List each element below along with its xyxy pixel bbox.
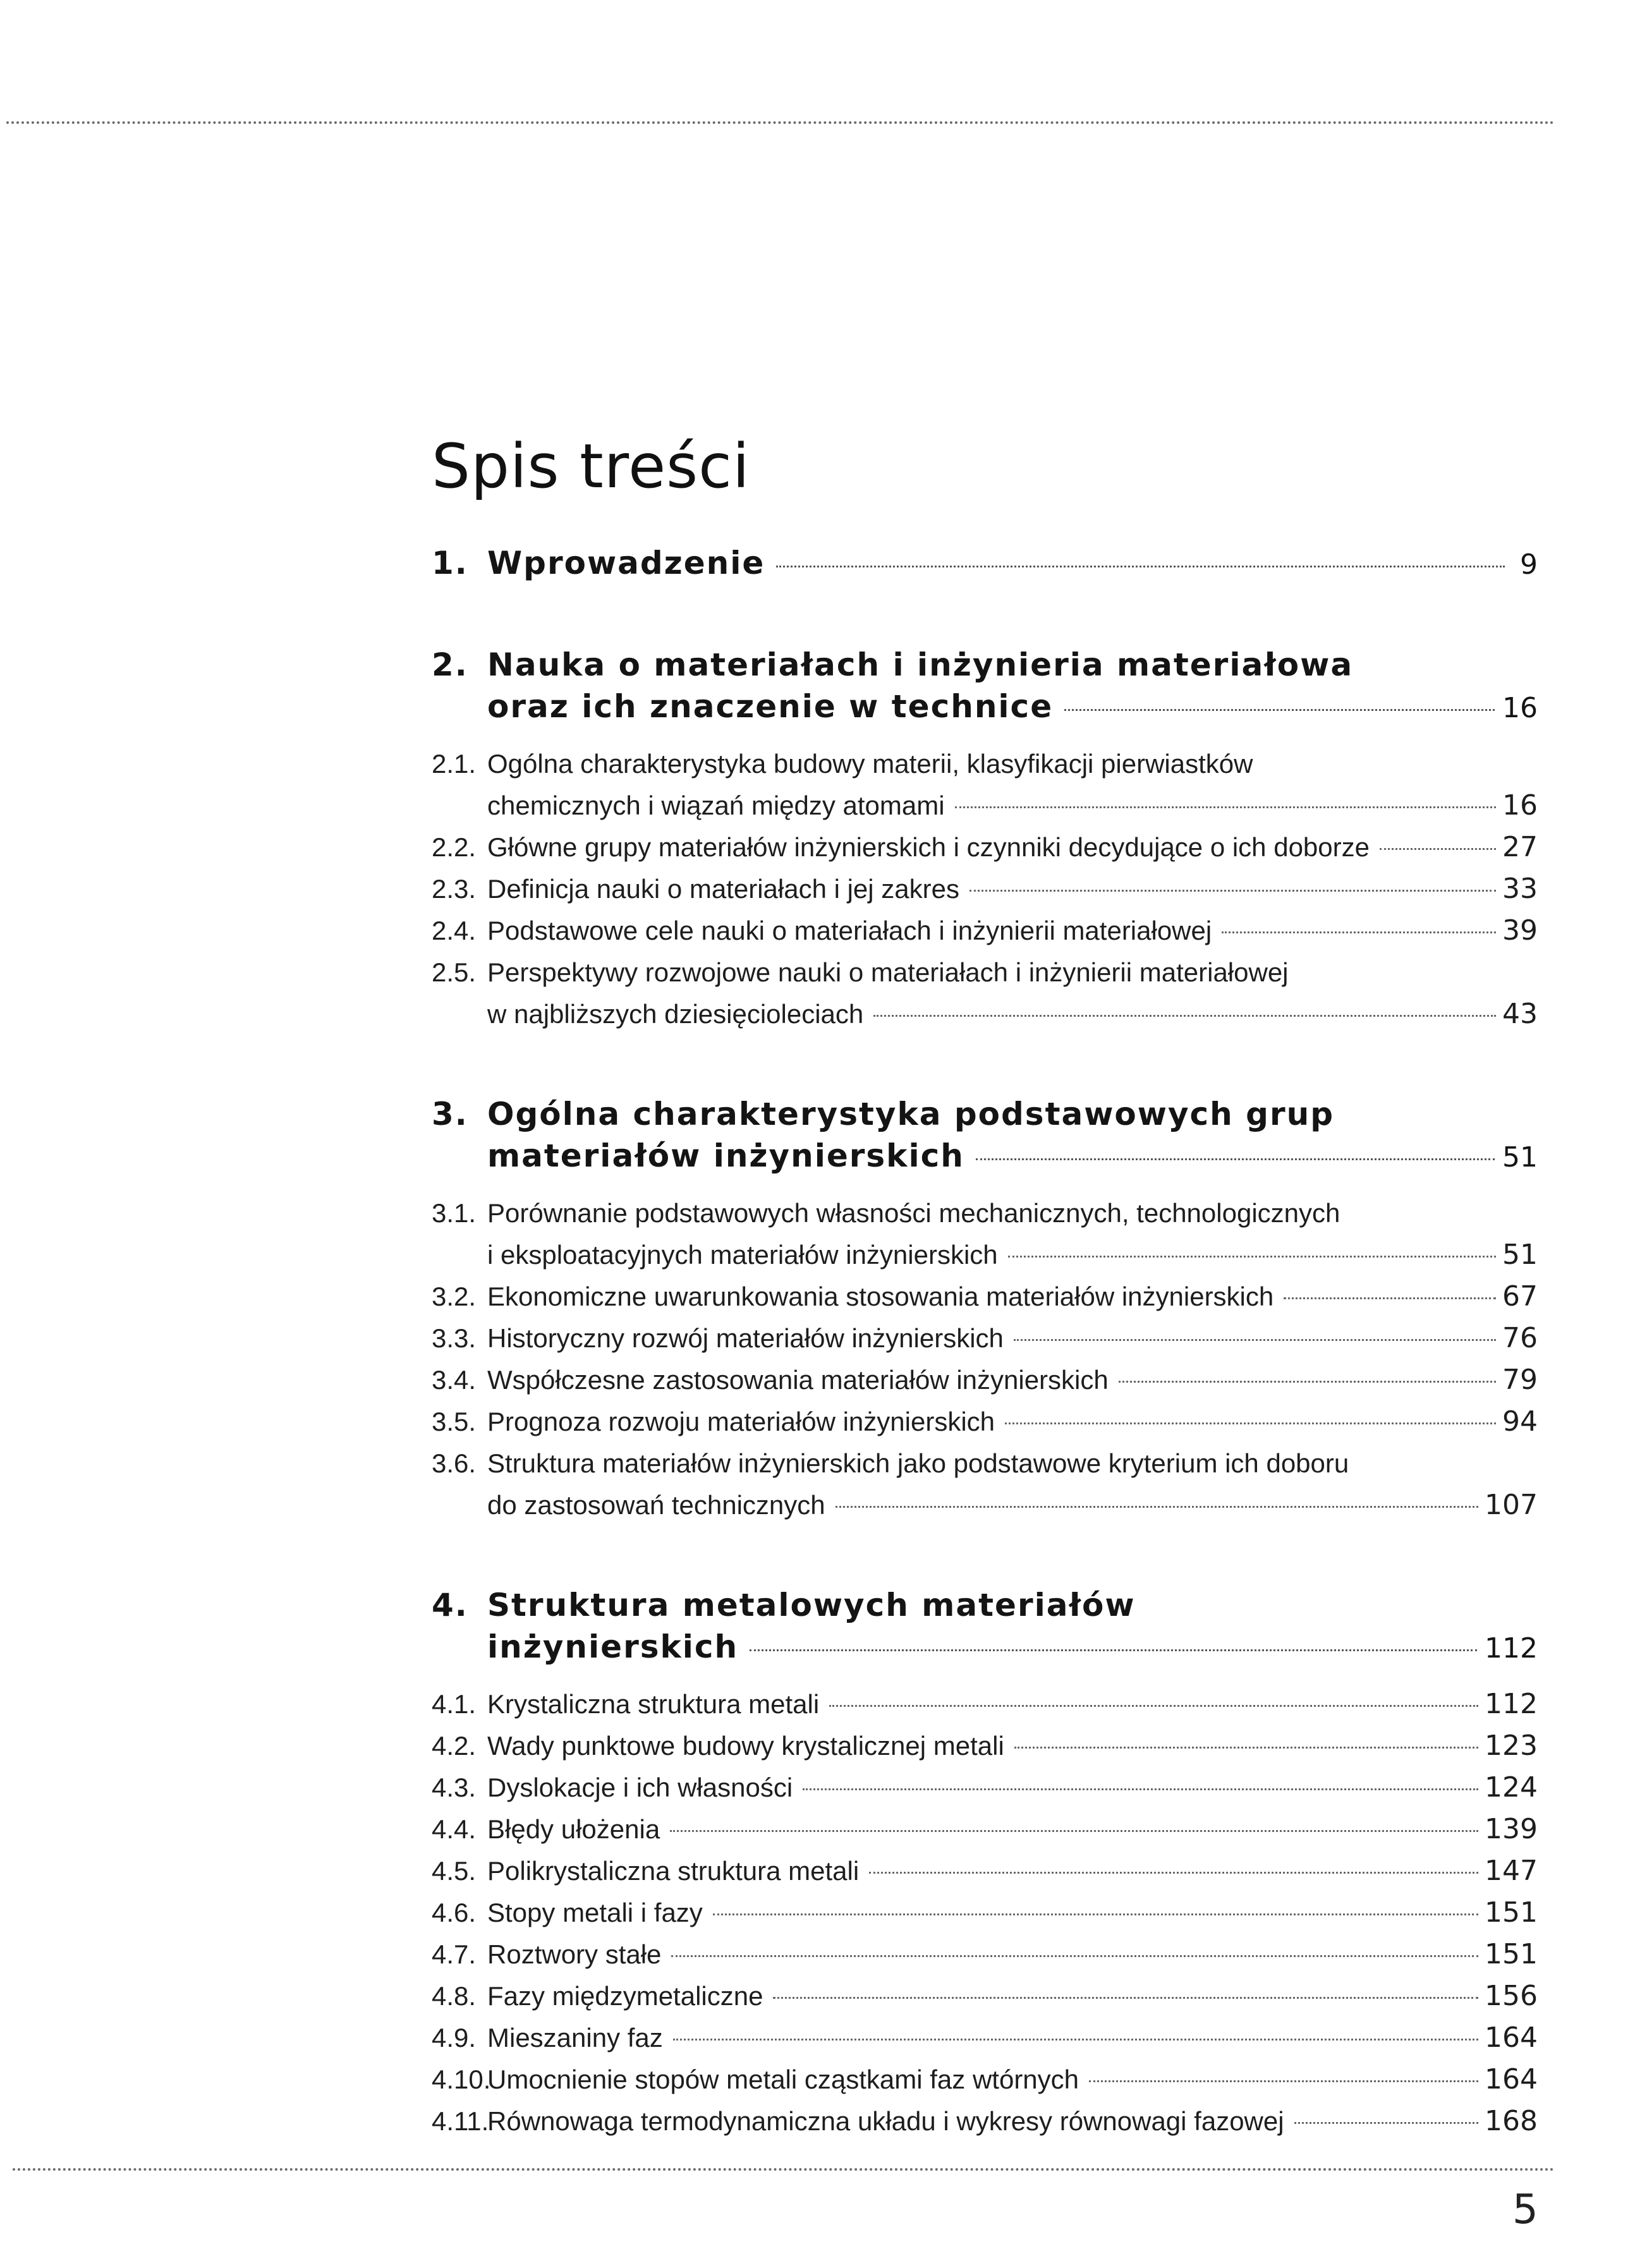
- section-title: [487, 1850, 1538, 1892]
- section-title: [487, 910, 1538, 952]
- section-title: [487, 952, 1538, 1035]
- chapter-number: 3.: [432, 1096, 468, 1132]
- section-title-line: [487, 1892, 1538, 1934]
- section-number: 3.5.: [432, 1407, 477, 1436]
- section-title: [487, 1975, 1538, 2017]
- section-page-number: 79: [1502, 1364, 1538, 1396]
- chapter-heading[interactable]: [432, 542, 1538, 586]
- chapter-number: 2.: [432, 646, 468, 683]
- chapter-page-number: 112: [1485, 1632, 1538, 1665]
- section-number: 3.1.: [432, 1198, 477, 1228]
- chapter-list: [432, 542, 1538, 2142]
- section-title-text: Perspektywy rozwojowe nauki o materiałach i inżynierii materiałowej: [487, 957, 1289, 987]
- toc-section-entry[interactable]: [432, 1892, 1538, 1934]
- section-title-line: [487, 910, 1538, 952]
- chapter-title: [487, 1093, 1538, 1179]
- toc-section-entry[interactable]: [432, 1318, 1538, 1359]
- section-title: [487, 827, 1538, 868]
- section-page-number: 123: [1485, 1730, 1538, 1762]
- section-title-text: Historyczny rozwój materiałów inżynierskich: [487, 1323, 1004, 1353]
- toc-section-entry[interactable]: [432, 1725, 1538, 1767]
- toc-section-entry[interactable]: [432, 1767, 1538, 1809]
- section-number: 4.4.: [432, 1814, 477, 1844]
- dot-leader: [773, 1997, 1478, 1999]
- toc-section-entry[interactable]: [432, 1276, 1538, 1318]
- chapter-title-text: Struktura metalowych materiałów: [487, 1587, 1136, 1623]
- section-number: 2.3.: [432, 874, 477, 904]
- chapter-title-line: [487, 1626, 1538, 1670]
- section-number: 4.9.: [432, 2023, 477, 2053]
- section-title-text: w najbliższych dziesięcioleciach: [487, 999, 864, 1029]
- section-page-number: 76: [1502, 1322, 1538, 1354]
- toc-section-entry[interactable]: [432, 1443, 1538, 1526]
- dot-leader: [750, 1649, 1477, 1651]
- toc-section-entry[interactable]: [432, 1934, 1538, 1975]
- section-title-line: [487, 2059, 1538, 2101]
- section-number: 3.3.: [432, 1323, 477, 1353]
- chapter-title: [487, 644, 1538, 729]
- section-number: 2.4.: [432, 916, 477, 945]
- dot-leader: [1294, 2122, 1478, 2124]
- section-title: [487, 1276, 1538, 1318]
- section-title-text: Mieszaniny faz: [487, 2023, 663, 2053]
- section-number: 2.5.: [432, 957, 477, 987]
- dot-leader: [869, 1872, 1478, 1874]
- section-title-text: Równowaga termodynamiczna układu i wykresy równowagi fazowej: [487, 2106, 1284, 2136]
- dot-leader: [1005, 1422, 1496, 1424]
- chapter-title-line: [487, 644, 1538, 686]
- section-number: 4.1.: [432, 1689, 477, 1719]
- section-page-number: 156: [1485, 1980, 1538, 2012]
- dot-leader: [873, 1015, 1496, 1017]
- dot-leader: [673, 2039, 1478, 2041]
- section-title-line: [487, 1234, 1538, 1276]
- chapter-title-line: [487, 686, 1538, 729]
- dot-leader: [1014, 1339, 1496, 1341]
- chapter-title-text: materiałów inżynierskich: [487, 1137, 964, 1174]
- section-page-number: 94: [1502, 1405, 1538, 1438]
- section-page-number: 27: [1502, 831, 1538, 863]
- section-title-text: Umocnienie stopów metali cząstkami faz wtórnych: [487, 2065, 1079, 2094]
- section-title-text: Struktura materiałów inżynierskich jako podstawowe kryterium ich doboru: [487, 1448, 1349, 1478]
- toc-section-entry[interactable]: [432, 2101, 1538, 2142]
- section-page-number: 16: [1502, 789, 1538, 822]
- toc-section-entry[interactable]: [432, 910, 1538, 952]
- section-title: [487, 868, 1538, 910]
- section-title-text: Główne grupy materiałów inżynierskich i czynniki decydujące o ich doborze: [487, 832, 1370, 862]
- section-title-text: chemicznych i wiązań między atomami: [487, 791, 945, 820]
- section-title-line: [487, 1850, 1538, 1892]
- section-title-line: [487, 1192, 1538, 1234]
- section-title: [487, 1934, 1538, 1975]
- dot-leader: [1014, 1747, 1478, 1749]
- section-title-line: [487, 785, 1538, 827]
- section-page-number: 164: [1485, 2063, 1538, 2095]
- chapter: [432, 1584, 1538, 2142]
- section-page-number: 151: [1485, 1938, 1538, 1970]
- section-title: [487, 743, 1538, 827]
- toc-section-entry[interactable]: [432, 827, 1538, 868]
- section-title: [487, 1192, 1538, 1276]
- chapter-page-number: 51: [1502, 1141, 1538, 1173]
- section-title-text: Prognoza rozwoju materiałów inżynierskich: [487, 1407, 995, 1436]
- section-number: 4.11.: [432, 2106, 489, 2136]
- section-page-number: 67: [1502, 1280, 1538, 1313]
- dot-leader: [829, 1705, 1478, 1707]
- dot-leader: [713, 1913, 1478, 1915]
- section-title: [487, 1318, 1538, 1359]
- table-of-contents: [432, 431, 1538, 2200]
- chapter-title-text: Ogólna charakterystyka podstawowych grup: [487, 1096, 1335, 1132]
- section-title-text: Stopy metali i fazy: [487, 1898, 703, 1927]
- section-title: [487, 1767, 1538, 1809]
- section-title-line: [487, 1401, 1538, 1443]
- section-number: 3.4.: [432, 1365, 477, 1395]
- chapter-heading[interactable]: [432, 644, 1538, 729]
- dot-leader: [1222, 931, 1496, 933]
- chapter-title-line: [487, 1135, 1538, 1179]
- toc-section-entry[interactable]: [432, 952, 1538, 1035]
- chapter: [432, 644, 1538, 1035]
- section-title-line: [487, 868, 1538, 910]
- dot-leader: [976, 1158, 1495, 1160]
- toc-section-entry[interactable]: [432, 1850, 1538, 1892]
- chapter-title: [487, 542, 1538, 586]
- section-title-line: [487, 993, 1538, 1035]
- section-number: 3.2.: [432, 1282, 477, 1311]
- section-page-number: 33: [1502, 873, 1538, 905]
- section-title-line: [487, 1934, 1538, 1975]
- bottom-dotted-rule: [13, 2168, 1555, 2171]
- toc-section-entry[interactable]: [432, 2017, 1538, 2059]
- chapter-page-number: 9: [1520, 549, 1538, 581]
- section-page-number: 43: [1502, 998, 1538, 1030]
- dot-leader: [1064, 709, 1495, 711]
- section-title-line: [487, 2017, 1538, 2059]
- section-number: 4.2.: [432, 1731, 477, 1761]
- dot-leader: [803, 1788, 1478, 1790]
- chapter-number: 1.: [432, 545, 468, 581]
- section-title-line: [487, 827, 1538, 868]
- section-title-text: Ekonomiczne uwarunkowania stosowania materiałów inżynierskich: [487, 1282, 1274, 1311]
- chapter-title-line: [487, 1584, 1538, 1626]
- section-title-line: [487, 1359, 1538, 1401]
- section-title-text: Ogólna charakterystyka budowy materii, klasyfikacji pierwiastków: [487, 749, 1253, 779]
- section-title-line: [487, 1484, 1538, 1526]
- toc-section-entry[interactable]: [432, 743, 1538, 827]
- section-page-number: 112: [1485, 1688, 1538, 1720]
- section-title-text: i eksploatacyjnych materiałów inżynierskich: [487, 1240, 998, 1270]
- toc-section-entry[interactable]: [432, 2059, 1538, 2101]
- chapter-heading[interactable]: [432, 1093, 1538, 1179]
- chapter-title-line: [487, 542, 1538, 586]
- chapter-title-line: [487, 1093, 1538, 1135]
- section-title-line: [487, 952, 1538, 993]
- section-title-text: Błędy ułożenia: [487, 1814, 660, 1844]
- section-page-number: 139: [1485, 1813, 1538, 1845]
- toc-section-entry[interactable]: [432, 868, 1538, 910]
- dot-leader: [1008, 1256, 1496, 1258]
- section-page-number: 151: [1485, 1896, 1538, 1929]
- section-number: 4.5.: [432, 1856, 477, 1886]
- section-number: 4.10.: [432, 2065, 491, 2094]
- dot-leader: [1119, 1381, 1496, 1383]
- section-number: 4.7.: [432, 1939, 477, 1969]
- section-title-line: [487, 1276, 1538, 1318]
- section-page-number: 164: [1485, 2022, 1538, 2054]
- section-title-line: [487, 1725, 1538, 1767]
- section-title-line: [487, 1683, 1538, 1725]
- chapter-title-text: Nauka o materiałach i inżynieria materiałowa: [487, 646, 1354, 683]
- chapter-page-number: 16: [1502, 692, 1538, 724]
- section-title: [487, 1443, 1538, 1526]
- section-title-text: Polikrystaliczna struktura metali: [487, 1856, 860, 1886]
- section-title-text: Krystaliczna struktura metali: [487, 1689, 820, 1719]
- top-dotted-rule: [6, 121, 1555, 124]
- toc-section-entry[interactable]: [432, 1192, 1538, 1276]
- section-title-line: [487, 1443, 1538, 1484]
- chapter-title-text: inżynierskich: [487, 1628, 739, 1665]
- section-page-number: 147: [1485, 1855, 1538, 1887]
- section-title-line: [487, 743, 1538, 785]
- section-page-number: 124: [1485, 1771, 1538, 1804]
- section-title: [487, 1359, 1538, 1401]
- page-title: Spis treści: [432, 431, 750, 502]
- chapter: [432, 1093, 1538, 1526]
- section-title-line: [487, 1809, 1538, 1850]
- dot-leader: [836, 1506, 1478, 1508]
- section-title: [487, 2101, 1538, 2142]
- toc-section-entry[interactable]: [432, 1809, 1538, 1850]
- section-number: 3.6.: [432, 1448, 477, 1478]
- section-title: [487, 1892, 1538, 1934]
- toc-section-entry[interactable]: [432, 1401, 1538, 1443]
- dot-leader: [776, 566, 1505, 567]
- section-page-number: 51: [1502, 1239, 1538, 1271]
- section-title-text: Wady punktowe budowy krystalicznej metali: [487, 1731, 1004, 1761]
- chapter-title-text: oraz ich znaczenie w technice: [487, 688, 1054, 725]
- section-title-text: Współczesne zastosowania materiałów inżynierskich: [487, 1365, 1109, 1395]
- section-title: [487, 2059, 1538, 2101]
- section-page-number: 168: [1485, 2105, 1538, 2137]
- section-title: [487, 1401, 1538, 1443]
- dot-leader: [969, 890, 1496, 892]
- section-page-number: 39: [1502, 914, 1538, 947]
- section-page-number: 107: [1485, 1489, 1538, 1521]
- section-number: 4.3.: [432, 1773, 477, 1802]
- dot-leader: [1284, 1297, 1496, 1299]
- page-number: 5: [1512, 2186, 1538, 2233]
- section-title-line: [487, 1975, 1538, 2017]
- section-title-text: Definicja nauki o materiałach i jej zakres: [487, 874, 959, 904]
- dot-leader: [1380, 848, 1496, 850]
- dot-leader: [670, 1830, 1478, 1832]
- section-title-text: do zastosowań technicznych: [487, 1490, 825, 1520]
- toc-section-entry[interactable]: [432, 1683, 1538, 1725]
- section-title-text: Dyslokacje i ich własności: [487, 1773, 793, 1802]
- section-title: [487, 2017, 1538, 2059]
- section-title: [487, 1683, 1538, 1725]
- section-number: 4.6.: [432, 1898, 477, 1927]
- section-title-line: [487, 1318, 1538, 1359]
- section-number: 2.2.: [432, 832, 477, 862]
- dot-leader: [955, 806, 1496, 808]
- section-number: 4.8.: [432, 1981, 477, 2011]
- chapter-number: 4.: [432, 1587, 468, 1623]
- toc-section-entry[interactable]: [432, 1359, 1538, 1401]
- chapter-title: [487, 1584, 1538, 1670]
- dot-leader: [1089, 2080, 1478, 2082]
- section-title-line: [487, 2101, 1538, 2142]
- toc-section-entry[interactable]: [432, 1975, 1538, 2017]
- dot-leader: [671, 1955, 1478, 1957]
- section-title-text: Roztwory stałe: [487, 1939, 662, 1969]
- chapter-heading[interactable]: [432, 1584, 1538, 1670]
- chapter-title-text: Wprowadzenie: [487, 545, 765, 581]
- section-title: [487, 1725, 1538, 1767]
- section-title-text: Fazy międzymetaliczne: [487, 1981, 763, 2011]
- section-title: [487, 1809, 1538, 1850]
- section-title-text: Porównanie podstawowych własności mechanicznych, technologicznych: [487, 1198, 1340, 1228]
- section-title-line: [487, 1767, 1538, 1809]
- chapter: [432, 542, 1538, 586]
- section-title-text: Podstawowe cele nauki o materiałach i inżynierii materiałowej: [487, 916, 1212, 945]
- section-number: 2.1.: [432, 749, 477, 779]
